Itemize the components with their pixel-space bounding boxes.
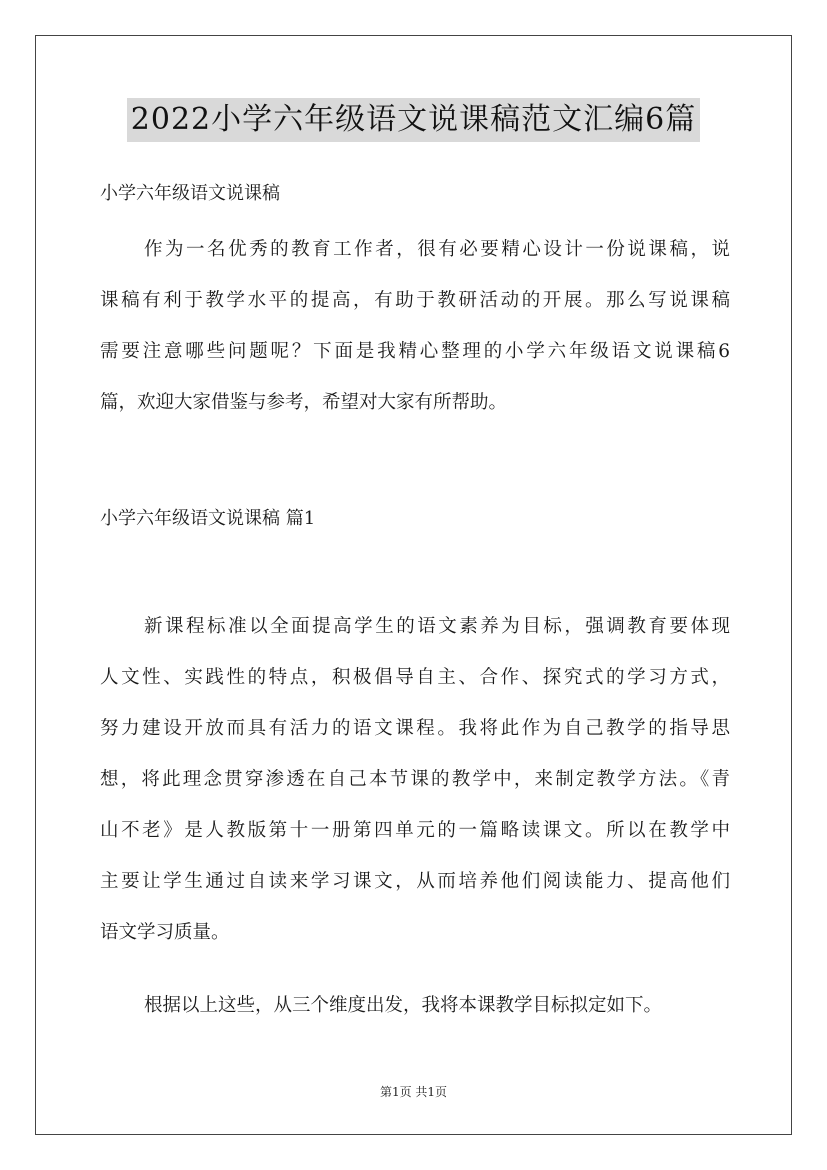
paragraph-line: 篇，欢迎大家借鉴与参考，希望对大家有所帮助。 (100, 392, 508, 413)
paragraph-line: 主要让学生通过自读来学习课文，从而培养他们阅读能力、提高他们 (100, 871, 730, 892)
page-footer: 第1页 共1页 (379, 1085, 448, 1099)
intro-paragraph (100, 224, 730, 428)
paragraph-line: 需要注意哪些问题呢？下面是我精心整理的小学六年级语文说课稿6 (100, 341, 730, 362)
paragraph-line: 根据以上这些，从三个维度出发，我将本课教学目标拟定如下。 (144, 995, 663, 1016)
paragraph-line: 课稿有利于教学水平的提高，有助于教研活动的开展。那么写说课稿 (100, 290, 730, 311)
paragraph-line: 语文学习质量。 (100, 922, 230, 943)
paragraph-line: 人文性、实践性的特点，积极倡导自主、合作、探究式的学习方式， (100, 667, 730, 688)
paragraph-line: 山不老》是人教版第十一册第四单元的一篇略读课文。所以在教学中 (100, 820, 730, 841)
title-container (0, 98, 827, 142)
paragraph-line: 作为一名优秀的教育工作者，很有必要精心设计一份说课稿，说 (144, 239, 730, 260)
section-heading: 小学六年级语文说课稿 (100, 183, 280, 204)
paragraph-line: 新课程标准以全面提高学生的语文素养为目标，强调教育要体现 (144, 616, 730, 637)
paragraph-line: 努力建设开放而具有活力的语文课程。我将此作为自己教学的指导思 (100, 718, 730, 739)
body-paragraph (100, 601, 730, 958)
document-title: 2022小学六年级语文说课稿范文汇编6篇 (127, 98, 700, 142)
part1-heading: 小学六年级语文说课稿 篇1 (100, 508, 316, 529)
paragraph-line: 想，将此理念贯穿渗透在自己本节课的教学中，来制定教学方法。《青 (100, 769, 730, 790)
closing-paragraph (100, 980, 730, 1031)
